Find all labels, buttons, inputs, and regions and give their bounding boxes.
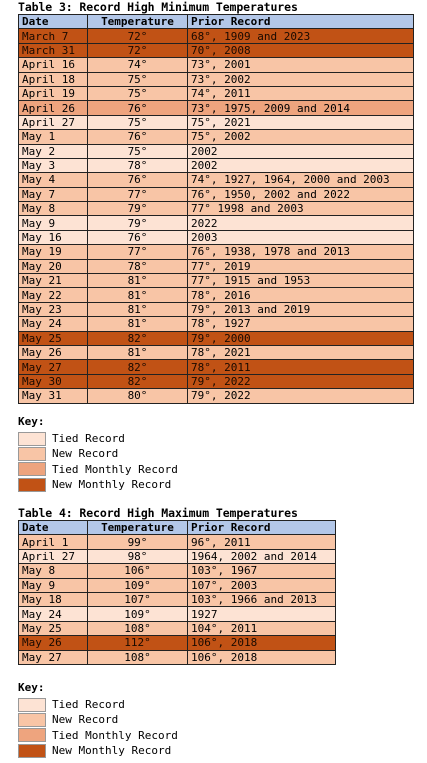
cell-temperature: 80° [88, 389, 188, 403]
cell-prior-record: 79°, 2013 and 2019 [188, 302, 414, 316]
cell-date: May 22 [19, 288, 88, 302]
cell-temperature: 76° [88, 230, 188, 244]
table-row [19, 187, 414, 201]
key-item [18, 712, 178, 727]
cell-date: May 24 [19, 607, 88, 621]
color-swatch [18, 462, 46, 476]
cell-date: April 26 [19, 101, 88, 115]
cell-temperature: 75° [88, 144, 188, 158]
cell-temperature: 108° [88, 621, 188, 635]
cell-temperature: 78° [88, 158, 188, 172]
cell-temperature: 75° [88, 72, 188, 86]
table-row [19, 374, 414, 388]
cell-prior-record: 74°, 1927, 1964, 2000 and 2003 [188, 173, 414, 187]
cell-prior-record: 76°, 1938, 1978 and 2013 [188, 245, 414, 259]
table-row [19, 549, 336, 563]
table-row [19, 331, 414, 345]
color-swatch [18, 698, 46, 712]
cell-temperature: 74° [88, 58, 188, 72]
key1-title: Key: [18, 415, 45, 428]
cell-date: May 8 [19, 564, 88, 578]
cell-temperature: 82° [88, 331, 188, 345]
table-row [19, 578, 336, 592]
cell-prior-record: 79°, 2000 [188, 331, 414, 345]
key-item [18, 697, 178, 712]
cell-prior-record: 79°, 2022 [188, 389, 414, 403]
cell-prior-record: 107°, 2003 [188, 578, 336, 592]
table-row [19, 173, 414, 187]
column-header-date: Date [19, 521, 88, 535]
cell-temperature: 106° [88, 564, 188, 578]
cell-temperature: 107° [88, 592, 188, 606]
cell-temperature: 81° [88, 345, 188, 359]
cell-prior-record: 2022 [188, 216, 414, 230]
table-row [19, 288, 414, 302]
cell-prior-record: 1964, 2002 and 2014 [188, 549, 336, 563]
table-row [19, 101, 414, 115]
cell-temperature: 78° [88, 259, 188, 273]
key2-title: Key: [18, 681, 45, 694]
cell-temperature: 112° [88, 636, 188, 650]
cell-temperature: 77° [88, 245, 188, 259]
table-row [19, 158, 414, 172]
key2-section [18, 681, 178, 758]
cell-date: April 1 [19, 535, 88, 549]
table-row [19, 72, 414, 86]
key-label: New Monthly Record [52, 744, 172, 758]
key1-section [18, 415, 178, 492]
color-swatch [18, 728, 46, 742]
cell-date: May 26 [19, 345, 88, 359]
cell-temperature: 77° [88, 187, 188, 201]
cell-date: May 9 [19, 216, 88, 230]
table3 [18, 14, 414, 404]
table-row [19, 345, 414, 359]
cell-temperature: 79° [88, 202, 188, 216]
cell-prior-record: 70°, 2008 [188, 43, 414, 57]
cell-temperature: 76° [88, 173, 188, 187]
table-row [19, 43, 414, 57]
key-item [18, 462, 178, 477]
cell-date: May 21 [19, 274, 88, 288]
column-header-temperature: Temperature [88, 15, 188, 29]
key-label: Tied Monthly Record [52, 728, 178, 742]
key-item [18, 431, 178, 446]
cell-prior-record: 106°, 2018 [188, 650, 336, 664]
cell-date: April 16 [19, 58, 88, 72]
table-row [19, 535, 336, 549]
cell-temperature: 75° [88, 115, 188, 129]
cell-prior-record: 73°, 1975, 2009 and 2014 [188, 101, 414, 115]
key-item [18, 477, 178, 492]
cell-date: May 3 [19, 158, 88, 172]
cell-date: May 18 [19, 592, 88, 606]
column-header-prior-record: Prior Record [188, 15, 414, 29]
cell-date: May 23 [19, 302, 88, 316]
cell-prior-record: 75°, 2002 [188, 130, 414, 144]
cell-prior-record: 78°, 1927 [188, 317, 414, 331]
table-row [19, 592, 336, 606]
cell-prior-record: 77°, 2019 [188, 259, 414, 273]
table-row [19, 115, 414, 129]
cell-date: May 24 [19, 317, 88, 331]
column-header-prior-record: Prior Record [188, 521, 336, 535]
column-header-temperature: Temperature [88, 521, 188, 535]
cell-prior-record: 75°, 2021 [188, 115, 414, 129]
table4-header-row [19, 521, 336, 535]
cell-prior-record: 79°, 2022 [188, 374, 414, 388]
cell-date: May 27 [19, 360, 88, 374]
key-item [18, 743, 178, 758]
cell-date: May 2 [19, 144, 88, 158]
color-swatch [18, 432, 46, 446]
cell-temperature: 72° [88, 43, 188, 57]
cell-date: April 19 [19, 86, 88, 100]
table-row [19, 650, 336, 664]
cell-date: April 18 [19, 72, 88, 86]
table-row [19, 130, 414, 144]
table3-title: Table 3: Record High Minimum Temperatures [18, 0, 298, 14]
table-row [19, 58, 414, 72]
cell-temperature: 108° [88, 650, 188, 664]
table-row [19, 216, 414, 230]
cell-date: May 25 [19, 621, 88, 635]
key-label: Tied Record [52, 698, 125, 712]
table-row [19, 230, 414, 244]
table4-body [19, 535, 336, 665]
table-row [19, 86, 414, 100]
cell-date: May 4 [19, 173, 88, 187]
table3-section [18, 0, 414, 404]
cell-temperature: 76° [88, 130, 188, 144]
table-row [19, 202, 414, 216]
cell-date: May 27 [19, 650, 88, 664]
cell-temperature: 72° [88, 29, 188, 43]
table-row [19, 302, 414, 316]
cell-temperature: 82° [88, 360, 188, 374]
table4-section [18, 506, 336, 665]
table4 [18, 520, 336, 665]
table-row [19, 274, 414, 288]
cell-temperature: 109° [88, 578, 188, 592]
cell-date: May 16 [19, 230, 88, 244]
table-row [19, 259, 414, 273]
cell-date: March 7 [19, 29, 88, 43]
cell-temperature: 109° [88, 607, 188, 621]
cell-temperature: 98° [88, 549, 188, 563]
cell-date: May 31 [19, 389, 88, 403]
table-row [19, 607, 336, 621]
key-item [18, 446, 178, 461]
cell-prior-record: 104°, 2011 [188, 621, 336, 635]
cell-prior-record: 78°, 2016 [188, 288, 414, 302]
table-row [19, 245, 414, 259]
cell-date: March 31 [19, 43, 88, 57]
cell-prior-record: 77°, 1915 and 1953 [188, 274, 414, 288]
cell-prior-record: 106°, 2018 [188, 636, 336, 650]
table-row [19, 317, 414, 331]
cell-prior-record: 68°, 1909 and 2023 [188, 29, 414, 43]
table-row [19, 564, 336, 578]
cell-prior-record: 2002 [188, 158, 414, 172]
cell-date: May 1 [19, 130, 88, 144]
color-swatch [18, 478, 46, 492]
cell-temperature: 81° [88, 274, 188, 288]
cell-prior-record: 1927 [188, 607, 336, 621]
cell-temperature: 81° [88, 288, 188, 302]
cell-prior-record: 78°, 2021 [188, 345, 414, 359]
table-row [19, 29, 414, 43]
table3-header-row [19, 15, 414, 29]
cell-date: May 26 [19, 636, 88, 650]
cell-prior-record: 103°, 1967 [188, 564, 336, 578]
table-row [19, 360, 414, 374]
key-label: New Record [52, 713, 119, 727]
cell-prior-record: 76°, 1950, 2002 and 2022 [188, 187, 414, 201]
cell-temperature: 99° [88, 535, 188, 549]
cell-prior-record: 2002 [188, 144, 414, 158]
color-swatch [18, 744, 46, 758]
cell-prior-record: 73°, 2001 [188, 58, 414, 72]
cell-temperature: 75° [88, 86, 188, 100]
cell-prior-record: 74°, 2011 [188, 86, 414, 100]
cell-temperature: 82° [88, 374, 188, 388]
key-label: New Monthly Record [52, 478, 172, 492]
cell-prior-record: 73°, 2002 [188, 72, 414, 86]
key2-list [18, 697, 178, 758]
cell-temperature: 76° [88, 101, 188, 115]
key-label: New Record [52, 447, 119, 461]
column-header-date: Date [19, 15, 88, 29]
cell-prior-record: 96°, 2011 [188, 535, 336, 549]
table-row [19, 389, 414, 403]
cell-date: May 30 [19, 374, 88, 388]
key-label: Tied Monthly Record [52, 462, 178, 476]
table3-body [19, 29, 414, 403]
cell-prior-record: 2003 [188, 230, 414, 244]
cell-date: April 27 [19, 549, 88, 563]
cell-date: May 7 [19, 187, 88, 201]
cell-prior-record: 103°, 1966 and 2013 [188, 592, 336, 606]
table-row [19, 144, 414, 158]
cell-date: May 20 [19, 259, 88, 273]
cell-temperature: 79° [88, 216, 188, 230]
cell-temperature: 81° [88, 317, 188, 331]
cell-date: May 19 [19, 245, 88, 259]
cell-prior-record: 77° 1998 and 2003 [188, 202, 414, 216]
table-row [19, 636, 336, 650]
key-label: Tied Record [52, 432, 125, 446]
table4-title: Table 4: Record High Maximum Temperatures [18, 506, 298, 520]
key1-list [18, 431, 178, 492]
cell-date: May 8 [19, 202, 88, 216]
cell-temperature: 81° [88, 302, 188, 316]
color-swatch [18, 713, 46, 727]
key-item [18, 728, 178, 743]
cell-date: May 9 [19, 578, 88, 592]
cell-date: May 25 [19, 331, 88, 345]
table-row [19, 621, 336, 635]
color-swatch [18, 447, 46, 461]
cell-date: April 27 [19, 115, 88, 129]
cell-prior-record: 78°, 2011 [188, 360, 414, 374]
